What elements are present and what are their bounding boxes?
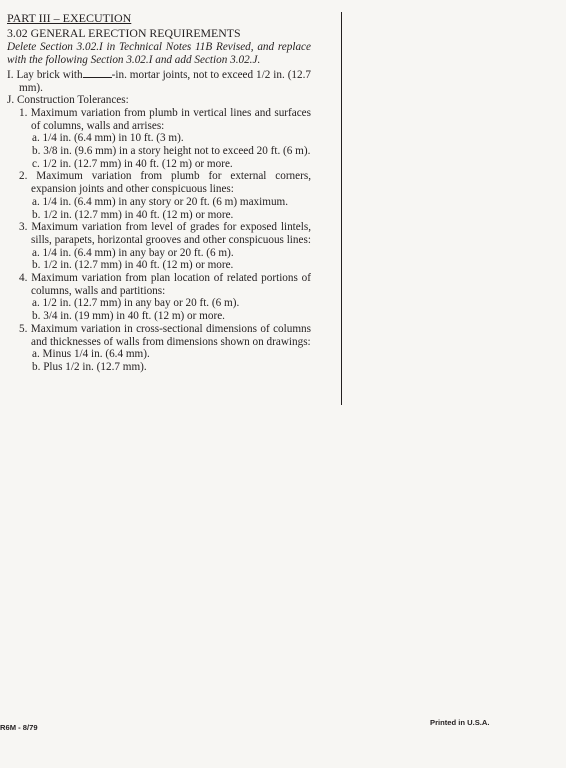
tolerance-subitem-3b: b. 1/2 in. (12.7 mm) in 40 ft. (12 m) or more. [32, 259, 234, 272]
tolerance-item-2: 2. Maximum variation from plumb for external corners, expansion joints and other conspicuous lines: [19, 170, 311, 196]
tolerance-subitem-3a: a. 1/4 in. (6.4 mm) in any bay or 20 ft. (6 m). [32, 246, 234, 259]
tolerance-subitem-1b: b. 3/8 in. (9.6 mm) in a story height not to exceed 20 ft. (6 m). [32, 145, 311, 158]
column-divider [341, 12, 342, 405]
tolerance-subitem-1c: c. 1/2 in. (12.7 mm) in 40 ft. (12 m) or more. [32, 157, 233, 170]
part-heading: PART III – EXECUTION [7, 11, 132, 25]
blank-line [83, 69, 112, 78]
tolerance-subitem-5a: a. Minus 1/4 in. (6.4 mm). [32, 348, 150, 361]
tolerance-item-1: 1. Maximum variation from plumb in vertical lines and surfaces of columns, walls and arrises: [19, 106, 311, 132]
item-i-text-start: Lay brick with [16, 68, 83, 81]
tolerance-subitem-1a: a. 1/4 in. (6.4 mm) in 10 ft. (3 m). [32, 132, 184, 145]
tolerance-item-4: 4. Maximum variation from plan location of related portions of columns, walls and partitions: [19, 272, 311, 297]
tolerance-subitem-5b: b. Plus 1/2 in. (12.7 mm). [32, 360, 147, 373]
tolerance-item-5: 5. Maximum variation in cross-sectional dimensions of columns and thicknesses of walls from dimensions shown on drawings: [19, 322, 311, 348]
item-j-heading: J. Construction Tolerances: [7, 94, 129, 107]
document-body [7, 12, 311, 374]
tolerance-item-3: 3. Maximum variation from level of grades for exposed lintels, sills, parapets, horizontal grooves and other conspicuous lines: [19, 221, 311, 246]
printed-in-label: Printed in U.S.A. [430, 718, 490, 727]
item-i [7, 69, 311, 94]
item-i-text-end: -in. mortar joints, not to exceed 1/2 in. (12.7 mm). [19, 68, 312, 94]
form-code: R6M - 8/79 [0, 723, 38, 732]
section-heading: 3.02 GENERAL ERECTION REQUIREMENTS [7, 25, 241, 40]
item-i-marker: I. [7, 68, 14, 81]
tolerance-subitem-2a: a. 1/4 in. (6.4 mm) in any story or 20 ft. (6 m) maximum. [32, 195, 289, 208]
tolerance-subitem-2b: b. 1/2 in. (12.7 mm) in 40 ft. (12 m) or more. [32, 208, 234, 221]
tolerance-subitem-4b: b. 3/4 in. (19 mm) in 40 ft. (12 m) or more. [32, 310, 225, 323]
instruction-paragraph: Delete Section 3.02.I in Technical Notes 11B Revised, and replace with the following Section 3.02.I and add Section 3.02.J. [7, 41, 311, 67]
tolerance-subitem-4a: a. 1/2 in. (12.7 mm) in any bay or 20 ft. (6 m). [32, 297, 240, 310]
